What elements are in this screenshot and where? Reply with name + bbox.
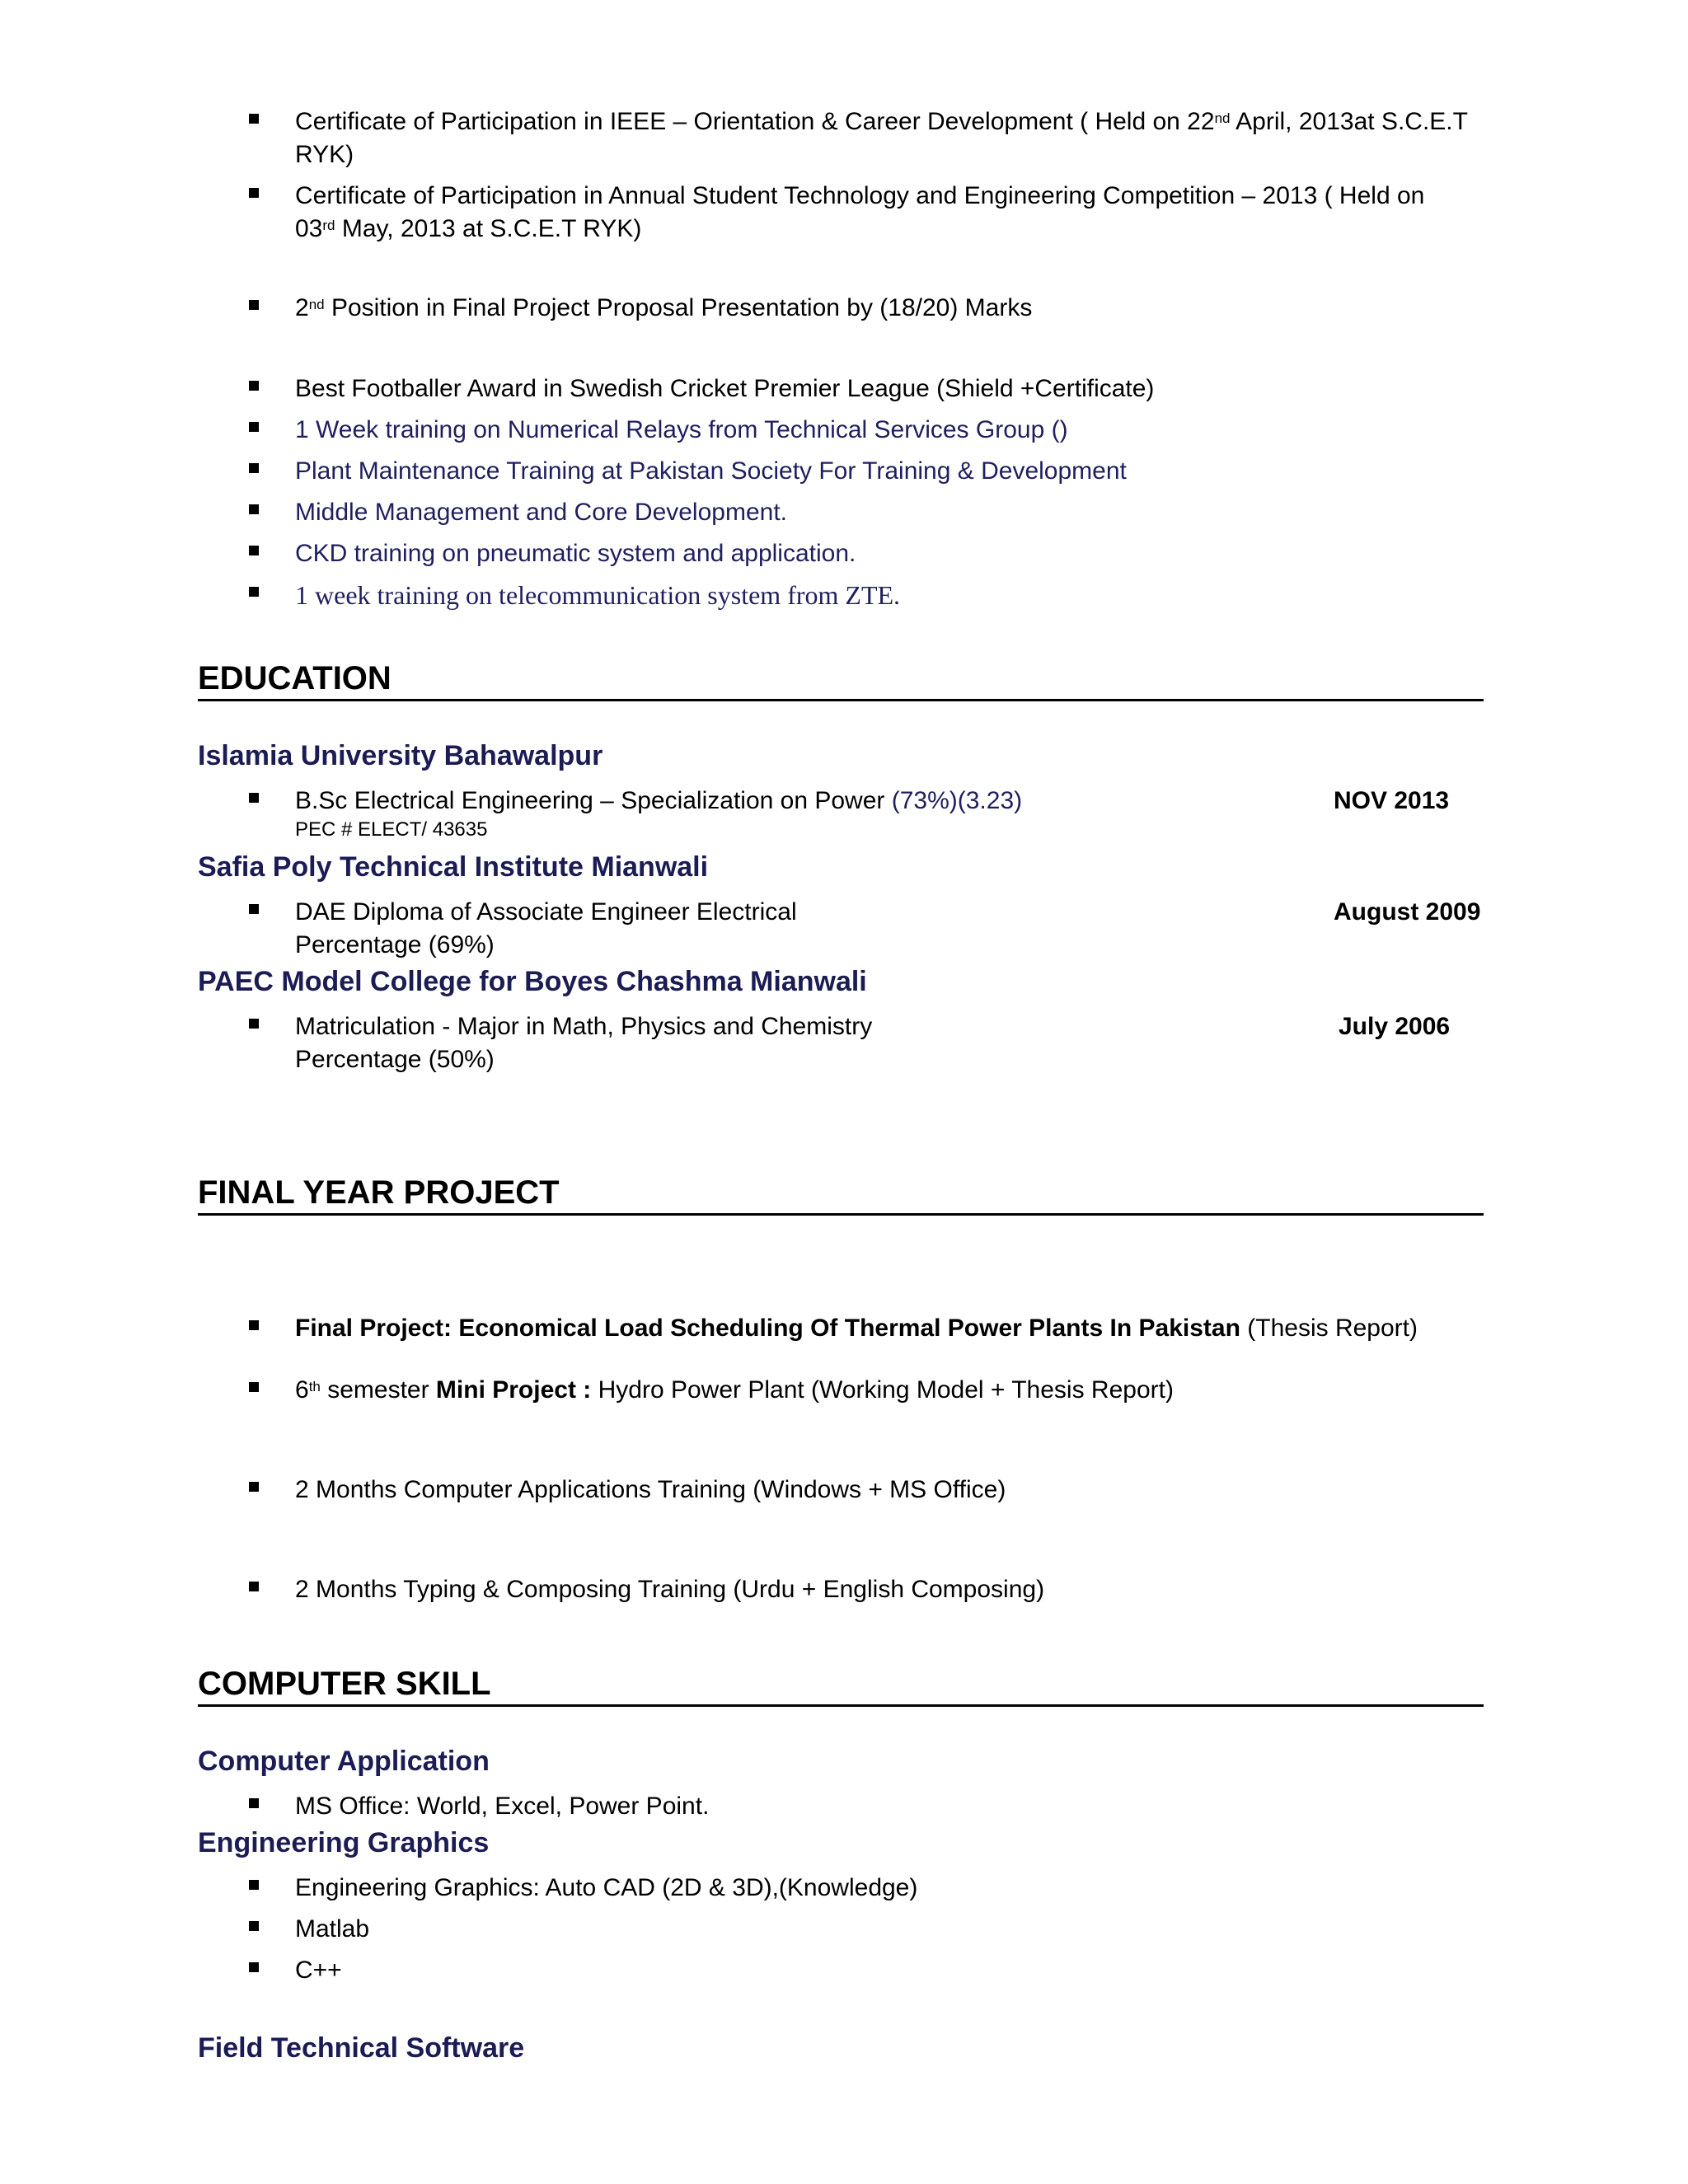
item-text: Middle Management and Core Development.: [295, 499, 787, 526]
bullet-icon: [249, 114, 259, 124]
item-text: 1 week training on telecommunication system from ZTE.: [295, 580, 901, 610]
item-text: Matlab: [295, 1915, 370, 1943]
item-text: 2 Months Computer Applications Training (Windows + MS Office): [295, 1476, 1006, 1503]
superscript: th: [308, 1379, 321, 1394]
section-title-education: EDUCATION: [198, 658, 1484, 701]
item-text: 2: [295, 294, 309, 321]
skill-group-heading: Engineering Graphics: [198, 1827, 490, 1858]
bullet-icon: [249, 1382, 259, 1392]
item-text: Plant Maintenance Training at Pakistan Society For Training & Development: [295, 457, 1127, 485]
bullet-icon: [249, 504, 259, 514]
bullet-icon: [249, 904, 259, 914]
item-text: (Thesis Report): [1240, 1315, 1418, 1342]
bullet-icon: [249, 587, 259, 597]
degree-text: Matriculation - Major in Math, Physics and Chemistry: [295, 1013, 873, 1040]
bullet-icon: [249, 1019, 259, 1029]
project-title: Mini Project :: [435, 1376, 592, 1404]
grade-text: (73%)(3.23): [891, 787, 1023, 814]
bullet-icon: [249, 300, 259, 310]
degree-text: DAE Diploma of Associate Engineer Electrical: [295, 898, 797, 926]
item-text: 2 Months Typing & Composing Training (Urdu + English Composing): [295, 1576, 1045, 1603]
education-date: August 2009: [1334, 898, 1481, 926]
item-text: 1 Week training on Numerical Relays from Technical Services Group (): [295, 416, 1068, 443]
bullet-icon: [249, 1482, 259, 1492]
bullet-icon: [249, 188, 259, 198]
pec-number: PEC # ELECT/ 43635: [295, 818, 488, 841]
bullet-icon: [249, 793, 259, 803]
item-text: Best Footballer Award in Swedish Cricket Premier League (Shield +Certificate): [295, 375, 1155, 402]
item-text: C++: [295, 1957, 342, 1984]
item-text: 03: [295, 215, 323, 242]
project-title: Final Project: Economical Load Scheduling Of Thermal Power Plants In Pakistan: [295, 1315, 1240, 1342]
education-date: NOV 2013: [1334, 787, 1450, 814]
item-text: Position in Final Project Proposal Presentation by (18/20) Marks: [324, 294, 1033, 321]
item-text: Certificate of Participation in Annual Student Technology and Engineering Competition – 2013 ( Held on: [295, 182, 1425, 209]
institution-name: Safia Poly Technical Institute Mianwali: [198, 851, 709, 883]
item-text: May, 2013 at S.C.E.T RYK): [335, 215, 642, 242]
bullet-icon: [249, 546, 259, 555]
bullet-icon: [249, 463, 259, 473]
bullet-icon: [249, 1582, 259, 1591]
bullet-icon: [249, 1921, 259, 1931]
bullet-icon: [249, 1962, 259, 1972]
bullet-icon: [249, 381, 259, 391]
bullet-icon: [249, 422, 259, 432]
item-text: CKD training on pneumatic system and application.: [295, 540, 856, 567]
superscript: nd: [1214, 110, 1231, 126]
percentage-text: Percentage (50%): [295, 1046, 495, 1073]
item-text: MS Office: World, Excel, Power Point.: [295, 1793, 710, 1820]
section-title-final-year-project: FINAL YEAR PROJECT: [198, 1172, 1484, 1216]
item-text: semester: [320, 1376, 436, 1404]
skill-group-heading: Field Technical Software: [198, 2032, 525, 2064]
item-text: Certificate of Participation in IEEE – Orientation & Career Development ( Held on 22: [295, 108, 1215, 135]
bullet-icon: [249, 1880, 259, 1890]
item-text: Hydro Power Plant (Working Model + Thesis Report): [591, 1376, 1174, 1404]
item-text: Engineering Graphics: Auto CAD (2D & 3D),(Knowledge): [295, 1874, 918, 1901]
bullet-icon: [249, 1798, 259, 1808]
percentage-text: Percentage (69%): [295, 931, 495, 958]
institution-name: Islamia University Bahawalpur: [198, 740, 603, 771]
item-text: RYK): [295, 141, 354, 168]
item-text: April, 2013at S.C.E.T: [1230, 108, 1468, 135]
item-text: 6: [295, 1376, 309, 1404]
skill-group-heading: Computer Application: [198, 1746, 490, 1777]
section-title-computer-skill: COMPUTER SKILL: [198, 1663, 1484, 1707]
bullet-icon: [249, 1320, 259, 1330]
superscript: rd: [322, 218, 335, 233]
education-date: July 2006: [1339, 1013, 1451, 1040]
institution-name: PAEC Model College for Boyes Chashma Mianwali: [198, 966, 867, 997]
degree-text: B.Sc Electrical Engineering – Specialization on Power: [295, 787, 892, 814]
superscript: nd: [308, 297, 325, 312]
